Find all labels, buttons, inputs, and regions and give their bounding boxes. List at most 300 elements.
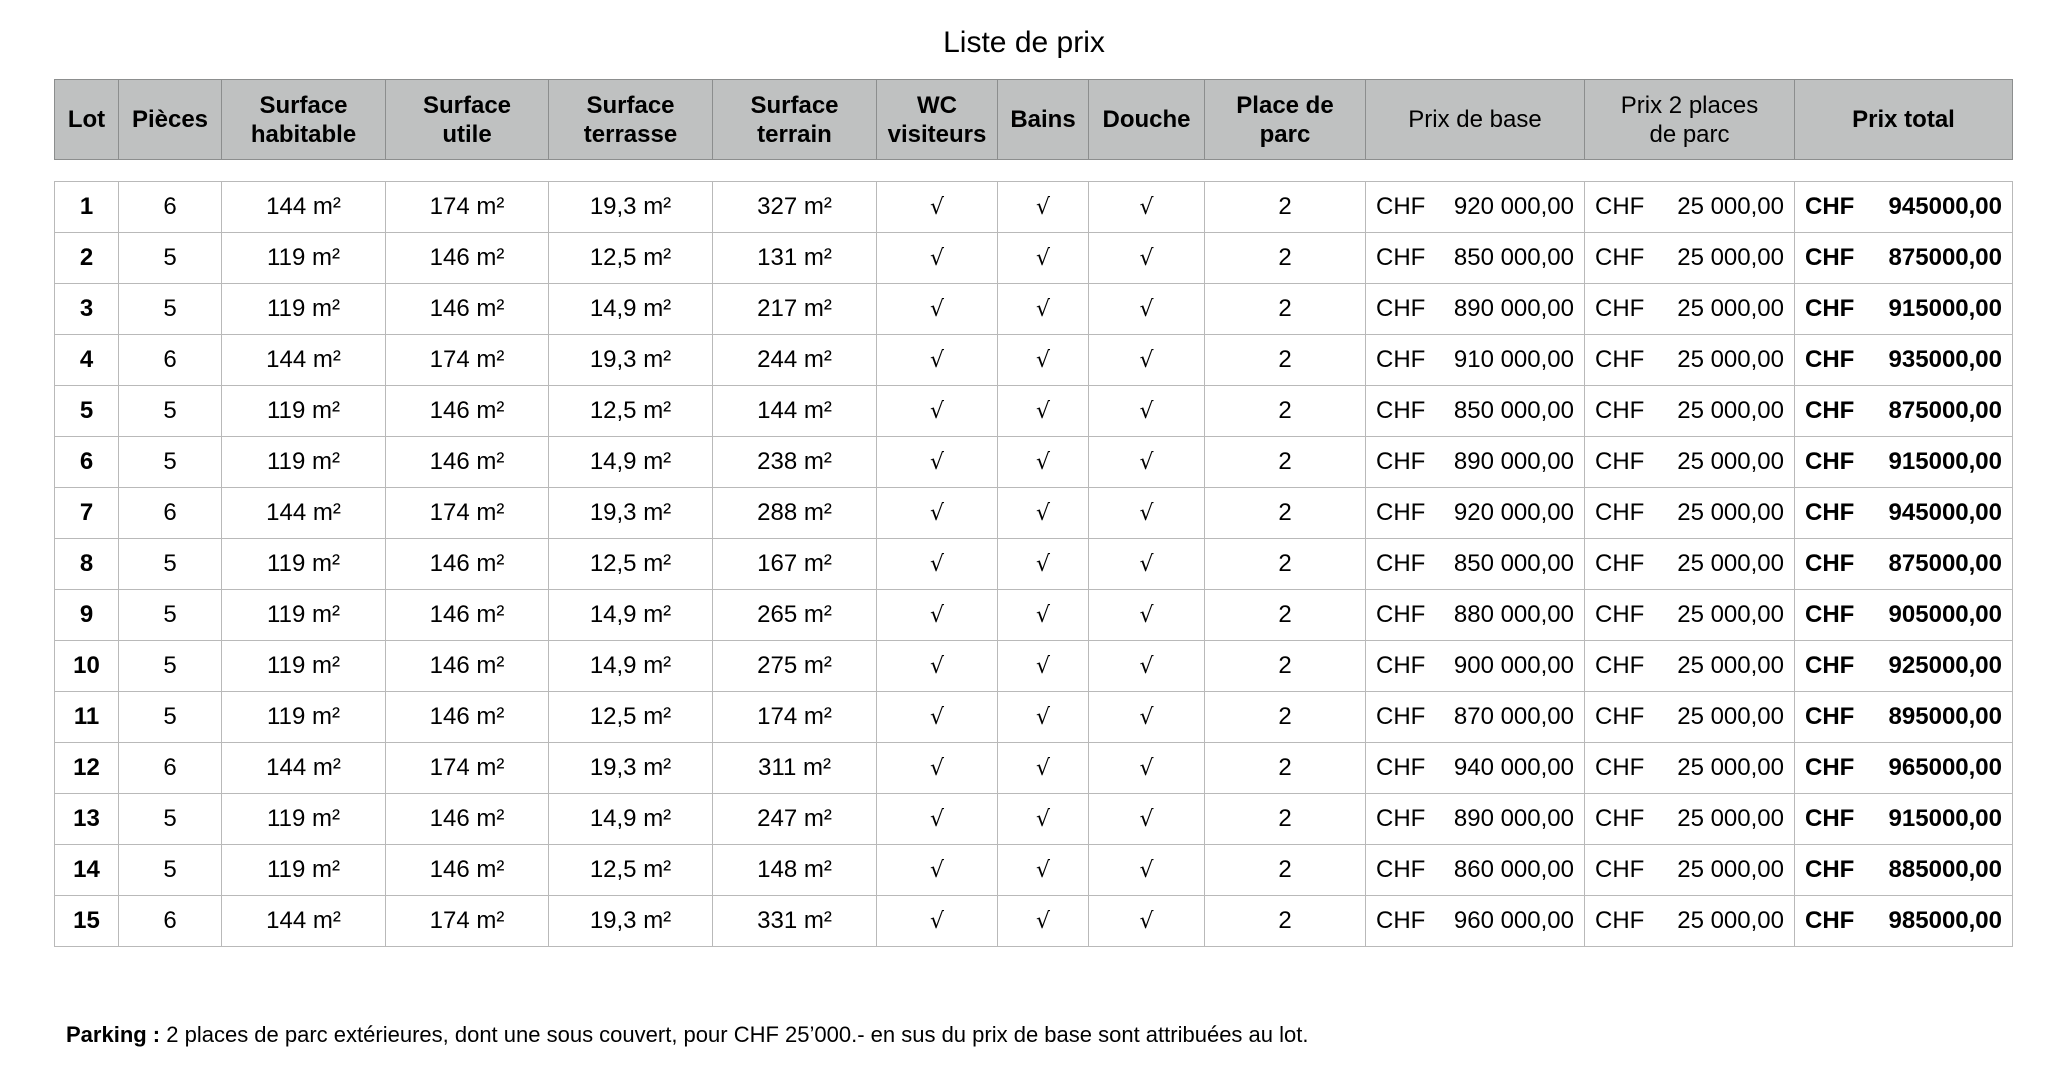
prix-total-cell: [1795, 182, 2013, 233]
currency-label: CHF: [1376, 754, 1426, 781]
amount-value: 25 000,00: [1677, 397, 1784, 424]
surface-terrain-cell: 311 m²: [713, 743, 877, 794]
amount-value: 965000,00: [1888, 754, 2002, 781]
surface-terrain-cell: 217 m²: [713, 284, 877, 335]
amount-value: 985000,00: [1888, 907, 2002, 934]
header-surface-habitable: Surface habitable: [222, 80, 386, 160]
amount-value: 960 000,00: [1453, 907, 1574, 934]
table-row: [55, 794, 2013, 845]
douche-check: √: [1089, 845, 1205, 896]
lot-cell: 1: [55, 182, 119, 233]
douche-check: √: [1089, 284, 1205, 335]
amount-value: 25 000,00: [1677, 856, 1784, 883]
prix-total-cell: [1795, 437, 2013, 488]
pieces-cell: 5: [119, 539, 222, 590]
bains-check: √: [998, 641, 1089, 692]
bains-check: √: [998, 182, 1089, 233]
surface-terrasse-cell: 19,3 m²: [549, 335, 713, 386]
amount-value: 925000,00: [1888, 652, 2002, 679]
place-de-parc-cell: 2: [1205, 743, 1366, 794]
amount-value: 935000,00: [1888, 346, 2002, 373]
amount-value: 915000,00: [1888, 295, 2002, 322]
currency-label: CHF: [1595, 703, 1645, 730]
place-de-parc-cell: 2: [1205, 233, 1366, 284]
surface-terrasse-cell: 14,9 m²: [549, 794, 713, 845]
surface-terrasse-cell: 12,5 m²: [549, 386, 713, 437]
surface-terrain-cell: 288 m²: [713, 488, 877, 539]
surface-habitable-cell: 119 m²: [222, 437, 386, 488]
place-de-parc-cell: 2: [1205, 641, 1366, 692]
pieces-cell: 5: [119, 845, 222, 896]
surface-utile-cell: 146 m²: [386, 692, 549, 743]
wc-visiteurs-check: √: [877, 641, 998, 692]
amount-value: 905000,00: [1888, 601, 2002, 628]
surface-terrain-cell: 238 m²: [713, 437, 877, 488]
wc-visiteurs-check: √: [877, 590, 998, 641]
surface-terrasse-cell: 19,3 m²: [549, 743, 713, 794]
wc-visiteurs-check: √: [877, 692, 998, 743]
wc-visiteurs-check: √: [877, 539, 998, 590]
table-row: [55, 845, 2013, 896]
place-de-parc-cell: 2: [1205, 692, 1366, 743]
prix-parc-cell: [1585, 437, 1795, 488]
douche-check: √: [1089, 896, 1205, 947]
pieces-cell: 6: [119, 743, 222, 794]
douche-check: √: [1089, 488, 1205, 539]
surface-terrasse-cell: 14,9 m²: [549, 284, 713, 335]
surface-utile-cell: 146 m²: [386, 437, 549, 488]
surface-terrasse-cell: 19,3 m²: [549, 182, 713, 233]
currency-label: CHF: [1805, 550, 1855, 577]
currency-label: CHF: [1595, 244, 1645, 271]
amount-value: 900 000,00: [1453, 652, 1574, 679]
currency-label: CHF: [1595, 193, 1645, 220]
bains-check: √: [998, 437, 1089, 488]
amount-value: 875000,00: [1888, 550, 2002, 577]
surface-habitable-cell: 144 m²: [222, 896, 386, 947]
surface-habitable-cell: 119 m²: [222, 590, 386, 641]
prix-de-base-cell: [1366, 845, 1585, 896]
bains-check: √: [998, 743, 1089, 794]
prix-total-cell: [1795, 896, 2013, 947]
table-row: [55, 335, 2013, 386]
wc-visiteurs-check: √: [877, 743, 998, 794]
bains-check: √: [998, 896, 1089, 947]
currency-label: CHF: [1376, 397, 1426, 424]
place-de-parc-cell: 2: [1205, 488, 1366, 539]
prix-de-base-cell: [1366, 335, 1585, 386]
prix-total-cell: [1795, 488, 2013, 539]
amount-value: 920 000,00: [1453, 499, 1574, 526]
currency-label: CHF: [1805, 907, 1855, 934]
currency-label: CHF: [1376, 601, 1426, 628]
amount-value: 880 000,00: [1453, 601, 1574, 628]
prix-total-cell: [1795, 794, 2013, 845]
header-wc-visiteurs: WC visiteurs: [877, 80, 998, 160]
prix-total-cell: [1795, 692, 2013, 743]
douche-check: √: [1089, 692, 1205, 743]
surface-utile-cell: 174 m²: [386, 743, 549, 794]
amount-value: 915000,00: [1888, 805, 2002, 832]
lot-cell: 7: [55, 488, 119, 539]
pieces-cell: 6: [119, 896, 222, 947]
prix-de-base-cell: [1366, 539, 1585, 590]
currency-label: CHF: [1376, 703, 1426, 730]
prix-parc-cell: [1585, 335, 1795, 386]
currency-label: CHF: [1376, 805, 1426, 832]
currency-label: CHF: [1595, 448, 1645, 475]
lot-cell: 8: [55, 539, 119, 590]
currency-label: CHF: [1805, 244, 1855, 271]
douche-check: √: [1089, 641, 1205, 692]
currency-label: CHF: [1805, 856, 1855, 883]
currency-label: CHF: [1805, 397, 1855, 424]
price-table-header: [54, 79, 2013, 160]
table-row: [55, 284, 2013, 335]
pieces-cell: 6: [119, 182, 222, 233]
place-de-parc-cell: 2: [1205, 182, 1366, 233]
amount-value: 915000,00: [1888, 448, 2002, 475]
prix-parc-cell: [1585, 641, 1795, 692]
table-row: [55, 437, 2013, 488]
currency-label: CHF: [1805, 295, 1855, 322]
currency-label: CHF: [1805, 448, 1855, 475]
wc-visiteurs-check: √: [877, 182, 998, 233]
table-row: [55, 182, 2013, 233]
currency-label: CHF: [1595, 499, 1645, 526]
amount-value: 920 000,00: [1453, 193, 1574, 220]
prix-parc-cell: [1585, 896, 1795, 947]
prix-parc-cell: [1585, 488, 1795, 539]
surface-terrasse-cell: 19,3 m²: [549, 488, 713, 539]
surface-utile-cell: 146 m²: [386, 539, 549, 590]
prix-de-base-cell: [1366, 641, 1585, 692]
bains-check: √: [998, 335, 1089, 386]
surface-habitable-cell: 119 m²: [222, 284, 386, 335]
bains-check: √: [998, 386, 1089, 437]
surface-terrasse-cell: 14,9 m²: [549, 590, 713, 641]
amount-value: 945000,00: [1888, 193, 2002, 220]
douche-check: √: [1089, 743, 1205, 794]
prix-de-base-cell: [1366, 794, 1585, 845]
header-prix-de-base: Prix de base: [1366, 80, 1585, 160]
douche-check: √: [1089, 437, 1205, 488]
surface-terrain-cell: 247 m²: [713, 794, 877, 845]
wc-visiteurs-check: √: [877, 794, 998, 845]
currency-label: CHF: [1595, 754, 1645, 781]
amount-value: 890 000,00: [1453, 448, 1574, 475]
douche-check: √: [1089, 386, 1205, 437]
amount-value: 890 000,00: [1453, 805, 1574, 832]
place-de-parc-cell: 2: [1205, 335, 1366, 386]
prix-total-cell: [1795, 590, 2013, 641]
surface-terrain-cell: 331 m²: [713, 896, 877, 947]
amount-value: 25 000,00: [1677, 346, 1784, 373]
amount-value: 890 000,00: [1453, 295, 1574, 322]
header-pieces: Pièces: [119, 80, 222, 160]
currency-label: CHF: [1376, 193, 1426, 220]
bains-check: √: [998, 692, 1089, 743]
prix-parc-cell: [1585, 182, 1795, 233]
amount-value: 875000,00: [1888, 397, 2002, 424]
place-de-parc-cell: 2: [1205, 794, 1366, 845]
currency-label: CHF: [1805, 703, 1855, 730]
header-prix-2-places: Prix 2 places de parc: [1585, 80, 1795, 160]
currency-label: CHF: [1805, 601, 1855, 628]
surface-habitable-cell: 119 m²: [222, 794, 386, 845]
lot-cell: 13: [55, 794, 119, 845]
prix-parc-cell: [1585, 590, 1795, 641]
pieces-cell: 6: [119, 488, 222, 539]
bains-check: √: [998, 233, 1089, 284]
surface-habitable-cell: 144 m²: [222, 182, 386, 233]
surface-utile-cell: 146 m²: [386, 845, 549, 896]
table-row: [55, 488, 2013, 539]
amount-value: 25 000,00: [1677, 193, 1784, 220]
currency-label: CHF: [1376, 448, 1426, 475]
amount-value: 25 000,00: [1677, 754, 1784, 781]
wc-visiteurs-check: √: [877, 335, 998, 386]
currency-label: CHF: [1376, 907, 1426, 934]
lot-cell: 10: [55, 641, 119, 692]
amount-value: 25 000,00: [1677, 805, 1784, 832]
footnote-text: 2 places de parc extérieures, dont une sous couvert, pour CHF 25’000.- en sus du prix de base sont attribuées au lot.: [160, 1022, 1309, 1047]
surface-utile-cell: 146 m²: [386, 233, 549, 284]
place-de-parc-cell: 2: [1205, 386, 1366, 437]
surface-terrain-cell: 275 m²: [713, 641, 877, 692]
surface-utile-cell: 174 m²: [386, 182, 549, 233]
prix-de-base-cell: [1366, 386, 1585, 437]
amount-value: 25 000,00: [1677, 448, 1784, 475]
surface-terrain-cell: 327 m²: [713, 182, 877, 233]
currency-label: CHF: [1595, 550, 1645, 577]
douche-check: √: [1089, 590, 1205, 641]
surface-habitable-cell: 119 m²: [222, 539, 386, 590]
douche-check: √: [1089, 335, 1205, 386]
amount-value: 25 000,00: [1677, 907, 1784, 934]
table-row: [55, 590, 2013, 641]
prix-de-base-cell: [1366, 692, 1585, 743]
surface-utile-cell: 174 m²: [386, 335, 549, 386]
place-de-parc-cell: 2: [1205, 590, 1366, 641]
header-douche: Douche: [1089, 80, 1205, 160]
table-row: [55, 896, 2013, 947]
surface-terrasse-cell: 14,9 m²: [549, 437, 713, 488]
currency-label: CHF: [1376, 346, 1426, 373]
currency-label: CHF: [1595, 295, 1645, 322]
surface-terrasse-cell: 12,5 m²: [549, 692, 713, 743]
currency-label: CHF: [1376, 244, 1426, 271]
amount-value: 870 000,00: [1453, 703, 1574, 730]
prix-de-base-cell: [1366, 896, 1585, 947]
currency-label: CHF: [1376, 652, 1426, 679]
bains-check: √: [998, 590, 1089, 641]
currency-label: CHF: [1595, 856, 1645, 883]
header-bains: Bains: [998, 80, 1089, 160]
prix-total-cell: [1795, 743, 2013, 794]
surface-terrain-cell: 144 m²: [713, 386, 877, 437]
douche-check: √: [1089, 794, 1205, 845]
amount-value: 25 000,00: [1677, 244, 1784, 271]
prix-parc-cell: [1585, 386, 1795, 437]
surface-habitable-cell: 144 m²: [222, 743, 386, 794]
surface-utile-cell: 174 m²: [386, 896, 549, 947]
prix-de-base-cell: [1366, 743, 1585, 794]
prix-de-base-cell: [1366, 437, 1585, 488]
prix-parc-cell: [1585, 845, 1795, 896]
prix-parc-cell: [1585, 233, 1795, 284]
surface-terrain-cell: 131 m²: [713, 233, 877, 284]
prix-de-base-cell: [1366, 182, 1585, 233]
currency-label: CHF: [1805, 499, 1855, 526]
lot-cell: 15: [55, 896, 119, 947]
lot-cell: 11: [55, 692, 119, 743]
place-de-parc-cell: 2: [1205, 896, 1366, 947]
wc-visiteurs-check: √: [877, 488, 998, 539]
table-row: [55, 539, 2013, 590]
price-table-body: [55, 182, 2013, 947]
bains-check: √: [998, 794, 1089, 845]
amount-value: 850 000,00: [1453, 397, 1574, 424]
table-row: [55, 386, 2013, 437]
prix-parc-cell: [1585, 539, 1795, 590]
surface-habitable-cell: 144 m²: [222, 335, 386, 386]
header-surface-terrain: Surface terrain: [713, 80, 877, 160]
currency-label: CHF: [1595, 601, 1645, 628]
prix-de-base-cell: [1366, 590, 1585, 641]
table-row: [55, 641, 2013, 692]
surface-habitable-cell: 119 m²: [222, 641, 386, 692]
lot-cell: 3: [55, 284, 119, 335]
pieces-cell: 5: [119, 692, 222, 743]
prix-total-cell: [1795, 386, 2013, 437]
price-table: [54, 181, 2013, 947]
currency-label: CHF: [1595, 652, 1645, 679]
wc-visiteurs-check: √: [877, 845, 998, 896]
amount-value: 25 000,00: [1677, 499, 1784, 526]
wc-visiteurs-check: √: [877, 233, 998, 284]
currency-label: CHF: [1595, 397, 1645, 424]
lot-cell: 2: [55, 233, 119, 284]
surface-habitable-cell: 119 m²: [222, 692, 386, 743]
prix-parc-cell: [1585, 284, 1795, 335]
currency-label: CHF: [1805, 805, 1855, 832]
surface-utile-cell: 146 m²: [386, 284, 549, 335]
currency-label: CHF: [1805, 652, 1855, 679]
amount-value: 850 000,00: [1453, 550, 1574, 577]
pieces-cell: 6: [119, 335, 222, 386]
lot-cell: 12: [55, 743, 119, 794]
surface-terrain-cell: 148 m²: [713, 845, 877, 896]
bains-check: √: [998, 845, 1089, 896]
bains-check: √: [998, 284, 1089, 335]
surface-utile-cell: 146 m²: [386, 641, 549, 692]
surface-habitable-cell: 144 m²: [222, 488, 386, 539]
wc-visiteurs-check: √: [877, 386, 998, 437]
place-de-parc-cell: 2: [1205, 284, 1366, 335]
table-row: [55, 692, 2013, 743]
currency-label: CHF: [1805, 754, 1855, 781]
surface-terrasse-cell: 12,5 m²: [549, 539, 713, 590]
surface-terrasse-cell: 12,5 m²: [549, 845, 713, 896]
surface-utile-cell: 146 m²: [386, 386, 549, 437]
footnote-label: Parking :: [66, 1022, 161, 1047]
currency-label: CHF: [1805, 346, 1855, 373]
header-lot: Lot: [55, 80, 119, 160]
douche-check: √: [1089, 539, 1205, 590]
place-de-parc-cell: 2: [1205, 845, 1366, 896]
amount-value: 885000,00: [1888, 856, 2002, 883]
pieces-cell: 5: [119, 386, 222, 437]
surface-terrain-cell: 167 m²: [713, 539, 877, 590]
pieces-cell: 5: [119, 233, 222, 284]
surface-terrain-cell: 265 m²: [713, 590, 877, 641]
currency-label: CHF: [1376, 499, 1426, 526]
surface-habitable-cell: 119 m²: [222, 386, 386, 437]
page-title: Liste de prix: [943, 26, 1105, 59]
amount-value: 25 000,00: [1677, 550, 1784, 577]
currency-label: CHF: [1595, 907, 1645, 934]
amount-value: 25 000,00: [1677, 652, 1784, 679]
prix-total-cell: [1795, 335, 2013, 386]
lot-cell: 5: [55, 386, 119, 437]
prix-total-cell: [1795, 539, 2013, 590]
surface-utile-cell: 174 m²: [386, 488, 549, 539]
currency-label: CHF: [1376, 295, 1426, 322]
currency-label: CHF: [1376, 550, 1426, 577]
amount-value: 860 000,00: [1453, 856, 1574, 883]
prix-total-cell: [1795, 284, 2013, 335]
currency-label: CHF: [1805, 193, 1855, 220]
surface-terrain-cell: 174 m²: [713, 692, 877, 743]
pieces-cell: 5: [119, 284, 222, 335]
currency-label: CHF: [1376, 856, 1426, 883]
currency-label: CHF: [1595, 346, 1645, 373]
amount-value: 940 000,00: [1453, 754, 1574, 781]
pieces-cell: 5: [119, 794, 222, 845]
surface-utile-cell: 146 m²: [386, 590, 549, 641]
surface-utile-cell: 146 m²: [386, 794, 549, 845]
place-de-parc-cell: 2: [1205, 437, 1366, 488]
bains-check: √: [998, 539, 1089, 590]
bains-check: √: [998, 488, 1089, 539]
surface-terrasse-cell: 12,5 m²: [549, 233, 713, 284]
amount-value: 850 000,00: [1453, 244, 1574, 271]
parking-footnote: [66, 1022, 1308, 1048]
surface-terrain-cell: 244 m²: [713, 335, 877, 386]
prix-total-cell: [1795, 845, 2013, 896]
prix-de-base-cell: [1366, 284, 1585, 335]
currency-label: CHF: [1595, 805, 1645, 832]
table-row: [55, 743, 2013, 794]
header-prix-total: Prix total: [1795, 80, 2013, 160]
amount-value: 910 000,00: [1453, 346, 1574, 373]
pieces-cell: 5: [119, 437, 222, 488]
lot-cell: 9: [55, 590, 119, 641]
wc-visiteurs-check: √: [877, 284, 998, 335]
prix-parc-cell: [1585, 692, 1795, 743]
amount-value: 945000,00: [1888, 499, 2002, 526]
pieces-cell: 5: [119, 641, 222, 692]
header-place-de-parc: Place de parc: [1205, 80, 1366, 160]
amount-value: 25 000,00: [1677, 295, 1784, 322]
amount-value: 895000,00: [1888, 703, 2002, 730]
wc-visiteurs-check: √: [877, 896, 998, 947]
surface-terrasse-cell: 14,9 m²: [549, 641, 713, 692]
surface-terrasse-cell: 19,3 m²: [549, 896, 713, 947]
prix-de-base-cell: [1366, 488, 1585, 539]
lot-cell: 4: [55, 335, 119, 386]
